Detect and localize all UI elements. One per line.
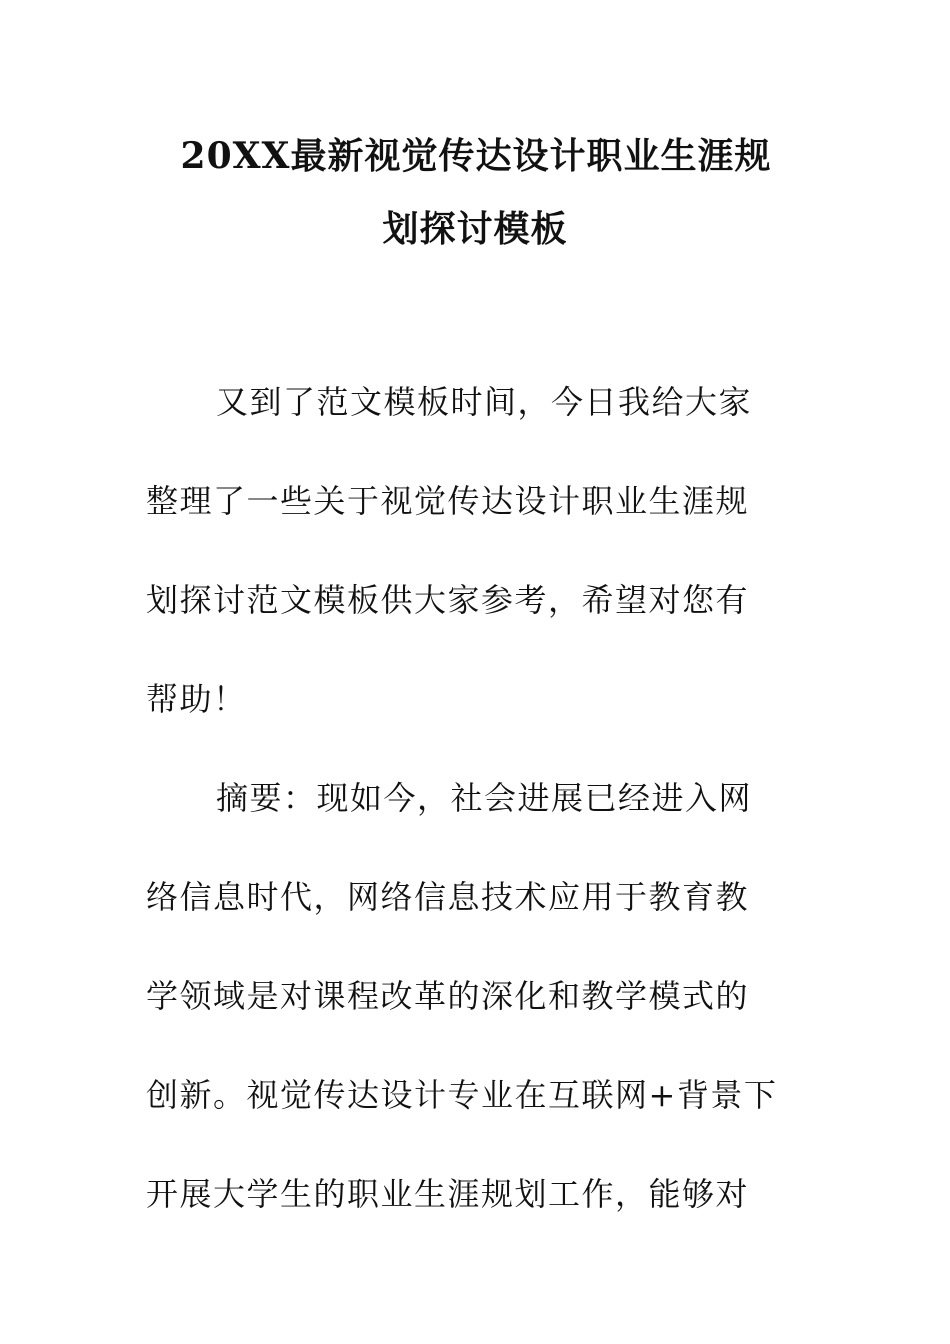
document-title-line-1: 20XX最新视觉传达设计职业生涯规 <box>180 135 772 177</box>
paragraph-1-line-3: 划探讨范文模板供大家参考，希望对您有 <box>146 581 750 619</box>
paragraph-2-line-1: 摘要：现如今，社会进展已经进入网 <box>216 779 753 817</box>
paragraph-1-line-4: 帮助！ <box>146 680 247 718</box>
paragraph-1-line-1: 又到了范文模板时间，今日我给大家 <box>216 383 753 421</box>
paragraph-2-line-4: 创新。视觉传达设计专业在互联网+背景下 <box>146 1076 778 1114</box>
paragraph-2-line-2: 络信息时代，网络信息技术应用于教育教 <box>146 878 750 916</box>
paragraph-2-line-3: 学领域是对课程改革的深化和教学模式的 <box>146 977 750 1015</box>
document-title-line-2: 划探讨模板 <box>382 208 568 250</box>
paragraph-1-line-2: 整理了一些关于视觉传达设计职业生涯规 <box>146 482 750 520</box>
paragraph-2-line-5: 开展大学生的职业生涯规划工作，能够对 <box>146 1175 750 1213</box>
